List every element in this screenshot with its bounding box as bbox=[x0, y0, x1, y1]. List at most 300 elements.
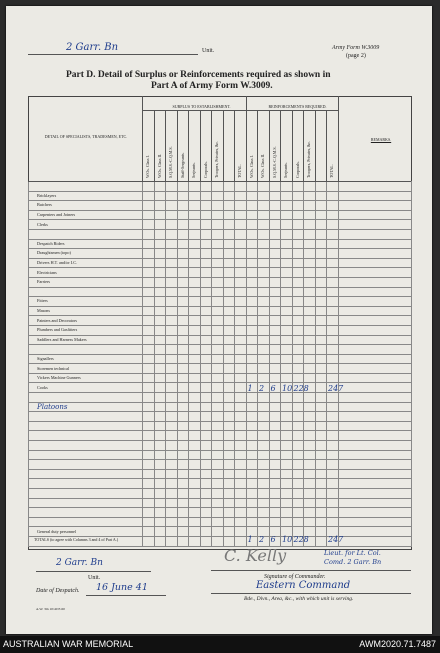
table-cell bbox=[166, 249, 178, 259]
table-cell bbox=[235, 306, 247, 316]
table-cell bbox=[154, 239, 166, 249]
table-cell bbox=[292, 191, 304, 201]
table-cell bbox=[200, 249, 212, 259]
table-row bbox=[29, 297, 412, 307]
table-cell bbox=[235, 220, 247, 230]
table-cell bbox=[154, 536, 166, 546]
table-cell bbox=[269, 287, 281, 297]
table-cell bbox=[281, 210, 293, 220]
table-cell bbox=[315, 517, 327, 527]
table-cell bbox=[200, 268, 212, 278]
table-cell bbox=[327, 402, 339, 412]
command-underline bbox=[211, 593, 411, 594]
table-cell bbox=[200, 421, 212, 431]
table-cell bbox=[292, 345, 304, 355]
table-cell bbox=[200, 450, 212, 460]
table-cell bbox=[235, 239, 247, 249]
table-row bbox=[29, 450, 412, 460]
table-cell bbox=[212, 373, 224, 383]
table-cell bbox=[166, 393, 178, 403]
despatch-date: 16 June 41 bbox=[96, 582, 148, 593]
table-cell bbox=[304, 345, 316, 355]
table-cell bbox=[223, 373, 235, 383]
table-cell bbox=[269, 421, 281, 431]
form-title-line2: Part A of Army Form W.3009. bbox=[151, 81, 273, 91]
table-cell bbox=[235, 191, 247, 201]
table-cell bbox=[166, 220, 178, 230]
table-cell bbox=[200, 469, 212, 479]
table-cell bbox=[338, 402, 412, 412]
table-cell bbox=[292, 249, 304, 259]
table-cell bbox=[281, 306, 293, 316]
surplus-header: SURPLUS TO ESTABLISHMENT. bbox=[172, 104, 231, 109]
table-cell bbox=[154, 325, 166, 335]
header-divider bbox=[28, 181, 411, 182]
table-cell bbox=[177, 450, 189, 460]
row-label bbox=[29, 229, 143, 239]
table-cell bbox=[223, 220, 235, 230]
table-cell bbox=[269, 489, 281, 499]
table-cell bbox=[223, 210, 235, 220]
table-cell bbox=[338, 431, 412, 441]
table-cell bbox=[189, 469, 201, 479]
table-cell bbox=[327, 450, 339, 460]
table-cell bbox=[327, 297, 339, 307]
footer-unit-underline bbox=[36, 571, 151, 572]
table-cell bbox=[246, 258, 258, 268]
table-cell bbox=[338, 460, 412, 470]
table-cell bbox=[315, 489, 327, 499]
table-cell bbox=[154, 489, 166, 499]
row-label: Signallers bbox=[29, 354, 143, 364]
table-cell bbox=[212, 383, 224, 393]
table-cell bbox=[177, 402, 189, 412]
table-cell bbox=[315, 201, 327, 211]
table-cell bbox=[154, 517, 166, 527]
table-cell bbox=[338, 469, 412, 479]
table-cell bbox=[235, 268, 247, 278]
table-cell bbox=[177, 239, 189, 249]
table-row bbox=[29, 508, 412, 518]
table-cell bbox=[177, 354, 189, 364]
table-cell bbox=[292, 335, 304, 345]
column-divider bbox=[338, 96, 339, 181]
table-cell bbox=[166, 287, 178, 297]
table-cell bbox=[235, 277, 247, 287]
table-cell bbox=[315, 191, 327, 201]
table-row bbox=[29, 489, 412, 499]
table-cell bbox=[223, 402, 235, 412]
table-cell bbox=[200, 441, 212, 451]
table-cell bbox=[258, 249, 270, 259]
table-cell bbox=[212, 210, 224, 220]
table-cell bbox=[258, 498, 270, 508]
table-row bbox=[29, 421, 412, 431]
table-cell bbox=[166, 258, 178, 268]
table-cell bbox=[246, 450, 258, 460]
table-cell bbox=[281, 393, 293, 403]
table-cell bbox=[304, 364, 316, 374]
table-cell bbox=[223, 201, 235, 211]
table-cell bbox=[166, 335, 178, 345]
table-cell bbox=[269, 441, 281, 451]
table-cell bbox=[189, 431, 201, 441]
table-cell bbox=[223, 412, 235, 422]
table-row bbox=[29, 402, 412, 412]
table-cell bbox=[212, 229, 224, 239]
table-cell bbox=[246, 229, 258, 239]
table-cell bbox=[143, 412, 155, 422]
table-row bbox=[29, 364, 412, 374]
table-cell bbox=[200, 287, 212, 297]
column-header: W.Os. Class I. bbox=[145, 155, 150, 178]
table-cell bbox=[154, 383, 166, 393]
table-row bbox=[29, 210, 412, 220]
table-cell bbox=[281, 460, 293, 470]
table-cell bbox=[315, 536, 327, 546]
table-cell bbox=[338, 277, 412, 287]
table-cell bbox=[212, 287, 224, 297]
table-cell bbox=[292, 258, 304, 268]
table-row bbox=[29, 383, 412, 393]
table-cell bbox=[246, 498, 258, 508]
table-cell bbox=[200, 527, 212, 537]
table-cell bbox=[235, 201, 247, 211]
table-cell bbox=[189, 508, 201, 518]
table-cell bbox=[189, 306, 201, 316]
handwritten-value: 10 bbox=[282, 384, 293, 393]
table-cell bbox=[235, 441, 247, 451]
row-label bbox=[29, 489, 143, 499]
table-cell bbox=[327, 258, 339, 268]
table-cell bbox=[292, 210, 304, 220]
table-cell bbox=[258, 431, 270, 441]
table-cell bbox=[200, 489, 212, 499]
table-cell bbox=[246, 182, 258, 192]
table-cell bbox=[327, 335, 339, 345]
table-cell bbox=[235, 527, 247, 537]
table-cell bbox=[200, 297, 212, 307]
column-divider bbox=[234, 110, 235, 181]
table-cell bbox=[246, 364, 258, 374]
table-cell bbox=[212, 239, 224, 249]
table-cell bbox=[189, 287, 201, 297]
table-cell bbox=[304, 460, 316, 470]
table-cell bbox=[315, 316, 327, 326]
table-cell bbox=[189, 325, 201, 335]
table-cell bbox=[154, 306, 166, 316]
table-cell bbox=[338, 383, 412, 393]
table-cell bbox=[200, 354, 212, 364]
column-divider bbox=[257, 110, 258, 181]
table-cell bbox=[223, 460, 235, 470]
table-cell bbox=[212, 325, 224, 335]
table-cell bbox=[246, 489, 258, 499]
table-cell bbox=[258, 421, 270, 431]
table-cell bbox=[166, 431, 178, 441]
handwritten-value: 228 bbox=[293, 535, 309, 544]
table-cell bbox=[304, 498, 316, 508]
signature-label: Signature of Commander. bbox=[264, 574, 326, 580]
table-cell bbox=[235, 383, 247, 393]
table-cell bbox=[281, 421, 293, 431]
table-cell bbox=[327, 373, 339, 383]
table-cell bbox=[166, 527, 178, 537]
table-cell bbox=[212, 354, 224, 364]
table-cell bbox=[200, 229, 212, 239]
table-cell bbox=[304, 508, 316, 518]
table-cell bbox=[269, 316, 281, 326]
table-cell bbox=[281, 325, 293, 335]
column-header: W.Os. Class II. bbox=[260, 153, 265, 178]
table-cell bbox=[177, 441, 189, 451]
table-cell bbox=[189, 191, 201, 201]
table-row bbox=[29, 249, 412, 259]
footer-unit-handwritten: 2 Garr. Bn bbox=[56, 558, 103, 568]
table-cell bbox=[281, 479, 293, 489]
table-cell bbox=[154, 268, 166, 278]
table-cell bbox=[235, 469, 247, 479]
table-cell bbox=[327, 517, 339, 527]
command-label: Bde., Divn., Area, &c., with which unit is serving. bbox=[244, 596, 354, 602]
table-cell bbox=[258, 229, 270, 239]
handwritten-value: 6 bbox=[270, 535, 276, 544]
row-label bbox=[29, 460, 143, 470]
table-cell bbox=[223, 268, 235, 278]
table-cell bbox=[315, 239, 327, 249]
table-cell bbox=[304, 412, 316, 422]
table-cell bbox=[281, 316, 293, 326]
table-cell bbox=[143, 508, 155, 518]
table-cell bbox=[166, 325, 178, 335]
table-cell bbox=[281, 373, 293, 383]
table-cell bbox=[235, 431, 247, 441]
table-row bbox=[29, 306, 412, 316]
table-cell bbox=[292, 239, 304, 249]
table-cell bbox=[177, 393, 189, 403]
table-cell bbox=[281, 335, 293, 345]
table-cell bbox=[315, 412, 327, 422]
despatch-underline bbox=[86, 595, 166, 596]
column-header: Staff-Sergeants. bbox=[179, 152, 185, 178]
table-cell bbox=[200, 536, 212, 546]
table-cell bbox=[315, 287, 327, 297]
table-cell bbox=[258, 412, 270, 422]
table-cell bbox=[166, 210, 178, 220]
table-cell bbox=[189, 210, 201, 220]
table-cell bbox=[235, 460, 247, 470]
table-cell bbox=[338, 201, 412, 211]
table-cell bbox=[315, 306, 327, 316]
table-cell bbox=[166, 517, 178, 527]
column-divider bbox=[315, 110, 316, 181]
table-row bbox=[29, 239, 412, 249]
handwritten-value: 228 bbox=[293, 384, 309, 393]
signature-underline bbox=[211, 570, 411, 571]
despatch-label: Date of Despatch. bbox=[36, 588, 80, 594]
table-cell bbox=[177, 268, 189, 278]
table-cell bbox=[177, 431, 189, 441]
table-cell bbox=[246, 517, 258, 527]
table-cell bbox=[189, 316, 201, 326]
unit-label: Unit. bbox=[202, 48, 215, 54]
table-cell bbox=[258, 460, 270, 470]
table-cell bbox=[338, 268, 412, 278]
table-cell bbox=[235, 182, 247, 192]
table-cell bbox=[304, 297, 316, 307]
table-cell bbox=[304, 450, 316, 460]
table-cell bbox=[246, 268, 258, 278]
table-cell bbox=[177, 325, 189, 335]
table-cell bbox=[258, 325, 270, 335]
table-cell bbox=[258, 517, 270, 527]
table-cell bbox=[269, 498, 281, 508]
table-row bbox=[29, 229, 412, 239]
table-cell bbox=[166, 460, 178, 470]
table-cell bbox=[154, 469, 166, 479]
table-cell bbox=[143, 383, 155, 393]
table-cell bbox=[304, 469, 316, 479]
table-cell bbox=[258, 335, 270, 345]
table-cell bbox=[327, 469, 339, 479]
table-cell bbox=[281, 258, 293, 268]
row-label bbox=[29, 508, 143, 518]
handwritten-value: 2 bbox=[259, 384, 265, 393]
table-cell bbox=[177, 335, 189, 345]
table-cell bbox=[258, 364, 270, 374]
table-cell bbox=[212, 201, 224, 211]
table-cell bbox=[269, 201, 281, 211]
table-cell bbox=[154, 335, 166, 345]
table-cell bbox=[223, 450, 235, 460]
table-cell bbox=[246, 421, 258, 431]
table-cell bbox=[143, 258, 155, 268]
table-cell bbox=[304, 182, 316, 192]
table-cell bbox=[166, 229, 178, 239]
table-cell bbox=[154, 431, 166, 441]
table-cell bbox=[177, 373, 189, 383]
table-cell bbox=[177, 277, 189, 287]
column-divider bbox=[292, 110, 293, 181]
totals-label: TOTALS (to agree with Columns 3 and 4 of Part A.) bbox=[34, 537, 119, 542]
table-cell bbox=[177, 412, 189, 422]
table-cell bbox=[246, 412, 258, 422]
table-cell bbox=[327, 210, 339, 220]
table-cell bbox=[212, 345, 224, 355]
table-cell bbox=[154, 316, 166, 326]
table-cell bbox=[338, 335, 412, 345]
table-cell bbox=[292, 364, 304, 374]
table-cell bbox=[189, 498, 201, 508]
table-cell bbox=[154, 182, 166, 192]
table-cell bbox=[212, 220, 224, 230]
table-cell bbox=[189, 479, 201, 489]
table-cell bbox=[200, 364, 212, 374]
table-cell bbox=[338, 182, 412, 192]
table-cell bbox=[166, 412, 178, 422]
table-cell bbox=[223, 345, 235, 355]
table-cell bbox=[338, 489, 412, 499]
table-cell bbox=[177, 201, 189, 211]
table-cell bbox=[143, 345, 155, 355]
table-cell bbox=[177, 508, 189, 518]
table-cell bbox=[315, 479, 327, 489]
column-divider bbox=[188, 110, 189, 181]
table-cell bbox=[177, 287, 189, 297]
table-cell bbox=[223, 182, 235, 192]
row-label: Drivers H.T. and/or I.C. bbox=[29, 258, 143, 268]
table-cell bbox=[223, 316, 235, 326]
table-cell bbox=[315, 258, 327, 268]
table-cell bbox=[281, 220, 293, 230]
table-cell bbox=[258, 182, 270, 192]
column-divider bbox=[326, 110, 327, 181]
table-cell bbox=[246, 249, 258, 259]
table-cell bbox=[338, 412, 412, 422]
table-cell bbox=[292, 182, 304, 192]
table-cell bbox=[212, 191, 224, 201]
table-row bbox=[29, 335, 412, 345]
table-cell bbox=[200, 335, 212, 345]
table-cell bbox=[235, 325, 247, 335]
table-cell bbox=[269, 249, 281, 259]
table-cell bbox=[166, 421, 178, 431]
table-cell bbox=[304, 421, 316, 431]
table-cell bbox=[189, 412, 201, 422]
table-cell bbox=[281, 268, 293, 278]
column-divider bbox=[177, 110, 178, 181]
table-cell bbox=[281, 249, 293, 259]
column-header: Troopers, Privates, &c. bbox=[306, 140, 311, 178]
table-cell bbox=[223, 527, 235, 537]
table-cell bbox=[235, 489, 247, 499]
table-cell bbox=[246, 441, 258, 451]
column-header: Corporals. bbox=[294, 161, 300, 178]
table-cell bbox=[154, 498, 166, 508]
table-cell bbox=[177, 306, 189, 316]
table-cell bbox=[223, 287, 235, 297]
table-cell bbox=[143, 527, 155, 537]
table-cell bbox=[304, 191, 316, 201]
table-cell bbox=[223, 479, 235, 489]
table-row bbox=[29, 220, 412, 230]
table-cell bbox=[327, 508, 339, 518]
table-cell bbox=[292, 393, 304, 403]
table-cell bbox=[235, 316, 247, 326]
table-cell bbox=[154, 527, 166, 537]
table-cell bbox=[281, 277, 293, 287]
row-label: Draughtsmen (topo) bbox=[29, 249, 143, 259]
table-cell bbox=[223, 431, 235, 441]
table-cell bbox=[143, 364, 155, 374]
table-cell bbox=[246, 393, 258, 403]
table-cell bbox=[246, 210, 258, 220]
column-divider bbox=[280, 110, 281, 181]
table-cell bbox=[154, 460, 166, 470]
table-row bbox=[29, 316, 412, 326]
table-cell bbox=[189, 354, 201, 364]
table-cell bbox=[200, 373, 212, 383]
table-cell bbox=[235, 479, 247, 489]
table-cell bbox=[166, 469, 178, 479]
row-label bbox=[29, 431, 143, 441]
table-cell bbox=[304, 393, 316, 403]
table-row bbox=[29, 354, 412, 364]
table-cell bbox=[304, 316, 316, 326]
table-cell bbox=[327, 412, 339, 422]
table-cell bbox=[143, 402, 155, 412]
table-cell bbox=[235, 393, 247, 403]
